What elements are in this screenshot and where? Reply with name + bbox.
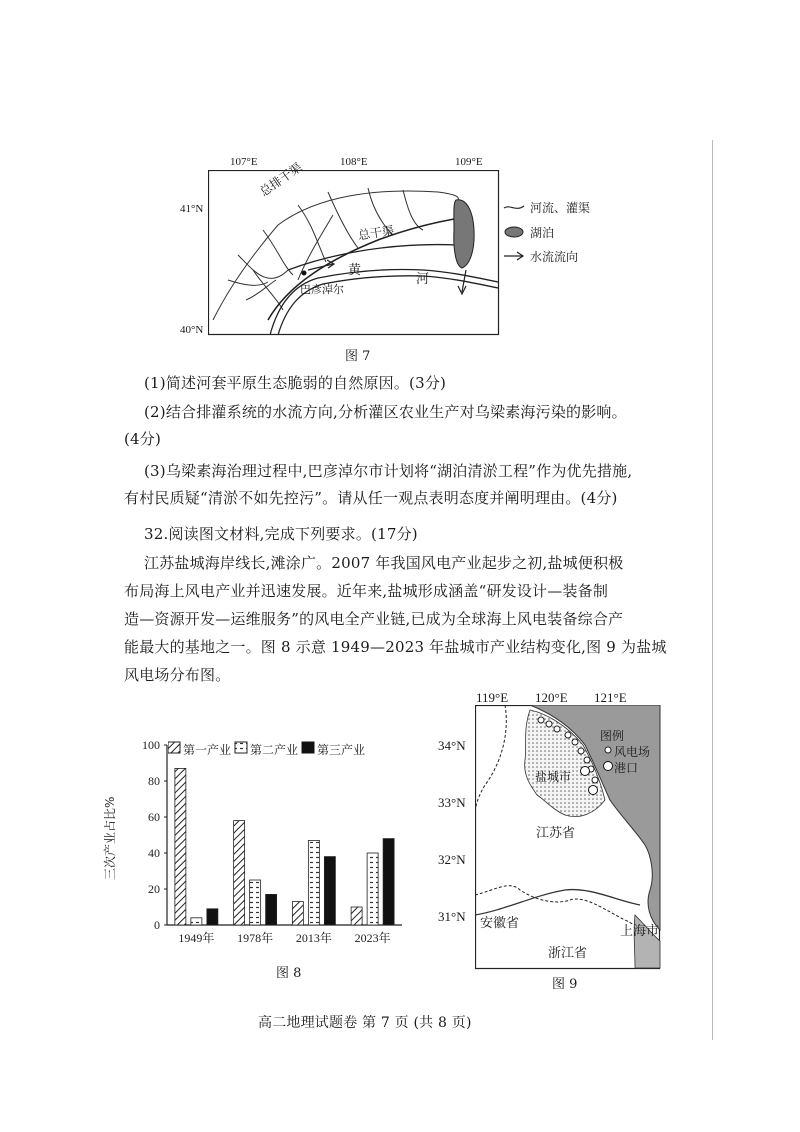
fig8-bar-secondary	[367, 853, 378, 925]
fig9-lon-120: 120°E	[535, 690, 568, 705]
fig8-bar-tertiary	[383, 839, 394, 925]
fig9-lon-119: 119°E	[476, 690, 509, 705]
fig8-bar-primary	[175, 768, 186, 925]
fig9-wind-farm	[565, 732, 571, 738]
river-canal-symbol	[504, 206, 524, 208]
fig8-bar-secondary	[191, 918, 202, 925]
legend-swatch-secondary	[235, 742, 247, 753]
fig8-bar-secondary	[308, 840, 319, 925]
flow-direction-symbol	[504, 252, 523, 260]
page-footer: 高二地理试题卷 第 7 页 (共 8 页)	[258, 1015, 472, 1031]
legend-swatch-tertiary	[302, 742, 314, 753]
question-32-text-3: 造—资源开发—运维服务”的风电全产业链,已成为全球海上风电装备综合产	[124, 610, 624, 628]
fig7-map	[208, 170, 500, 336]
fig7-label-river-1: 黄	[348, 263, 362, 278]
fig9-label-shanghai: 上海市	[620, 924, 660, 939]
fig7-label-city: 巴彦淖尔	[300, 283, 344, 296]
question-3-line-2: 有村民质疑“清淤不如先控污”。请从任一观点表明态度并阐明理由。(4分)	[124, 489, 618, 507]
question-32-text-4: 能最大的基地之一。图 8 示意 1949—2023 年盐城市产业结构变化,图 9 为盐城	[124, 638, 667, 656]
fig7-lat-41: 41°N	[180, 203, 204, 215]
fig9-wind-farm	[554, 726, 560, 732]
page-right-border	[712, 140, 713, 1040]
question-32-text-1: 江苏盐城海岸线长,滩涂广。2007 年我国风电产业起步之初,盐城便积极	[144, 554, 624, 572]
fig8-y-tick-label: 60	[148, 810, 160, 824]
fig9-lat-31: 31°N	[438, 909, 466, 924]
fig8-bar-primary	[292, 902, 303, 925]
fig7-lon-107: 107°E	[230, 156, 258, 168]
fig8-legend-tertiary: 第三产业	[317, 743, 366, 757]
fig9-wind-farm	[546, 721, 552, 727]
fig8-bar-tertiary	[266, 894, 277, 925]
fig8-bar-tertiary	[324, 857, 335, 925]
fig7-label-main-canal: 总干渠	[357, 223, 395, 243]
fig8-caption: 图 8	[276, 966, 302, 981]
fig9-lat-33: 33°N	[438, 795, 466, 810]
question-32-text-2: 布局海上风电产业并迅速发展。近年来,盐城形成涵盖“研发设计—装备制	[124, 582, 609, 600]
fig9-wind-farm	[538, 717, 544, 723]
fig7-label-river-2: 河	[416, 272, 430, 287]
fig8-chart	[112, 735, 412, 965]
fig9-legend-title: 图例	[600, 729, 625, 743]
fig7-legend-river: 河流、灌渠	[530, 201, 591, 215]
fig9-label-yancheng: 盐城市	[535, 770, 572, 784]
question-2-line-2: (4分)	[124, 430, 162, 448]
question-2-line-1: (2)结合排灌系统的水流方向,分析灌区农业生产对乌梁素海污染的影响。	[144, 403, 627, 421]
fig8-x-tick-label: 1978年	[237, 931, 274, 945]
fig8-bar-tertiary	[207, 909, 218, 925]
fig8-x-tick-label: 2023年	[354, 931, 391, 945]
fig9-legend-wind: 风电场	[614, 745, 651, 759]
fig7-caption: 图 7	[345, 349, 371, 364]
fig9-label-jiangsu: 江苏省	[536, 826, 576, 841]
fig8-y-tick-label: 40	[148, 846, 160, 860]
fig8-bar-primary	[351, 907, 362, 925]
fig8-y-axis-label: 三次产业占比%	[103, 796, 117, 880]
fig9-wind-farm	[578, 748, 584, 754]
fig8-y-tick-label: 80	[148, 774, 160, 788]
fig9-label-zhejiang: 浙江省	[548, 946, 588, 961]
fig9-lat-32: 32°N	[438, 852, 466, 867]
fig7-legend-symbols	[502, 198, 526, 268]
lake-symbol	[505, 227, 523, 237]
fig9-lat-34: 34°N	[438, 738, 466, 753]
fig7-legend-lake: 湖泊	[530, 226, 555, 240]
fig8-x-tick-label: 1949年	[178, 931, 215, 945]
fig9-wind-farm	[592, 777, 598, 783]
fig8-x-tick-label: 2013年	[295, 931, 332, 945]
fig9-port	[581, 767, 590, 776]
fig7-lon-109: 109°E	[455, 156, 483, 168]
fig9-wind-farm	[584, 757, 590, 763]
fig8-y-tick-label: 0	[154, 918, 160, 932]
fig7-city-dot	[302, 271, 307, 276]
fig9-legend-port: 港口	[614, 761, 639, 775]
fig9-legend-wind-symbol	[605, 747, 611, 753]
fig7-legend-flow: 水流流向	[530, 250, 579, 264]
fig7-label-main-drain: 总排干渠	[257, 160, 305, 200]
legend-swatch-primary	[168, 742, 180, 753]
fig8-bar-primary	[234, 821, 245, 925]
fig9-wind-farm	[572, 739, 578, 745]
fig8-legend-secondary: 第二产业	[250, 743, 299, 757]
fig9-label-anhui: 安徽省	[480, 916, 520, 931]
fig8-legend-primary: 第一产业	[183, 743, 232, 757]
fig9-caption: 图 9	[552, 977, 578, 992]
fig8-y-tick-label: 100	[142, 738, 160, 752]
question-32-title: 32.阅读图文材料,完成下列要求。(17分)	[144, 525, 418, 543]
question-3-line-1: (3)乌梁素海治理过程中,巴彦淖尔市计划将“湖泊清淤工程”作为优先措施,	[144, 462, 633, 480]
fig9-legend-port-symbol	[604, 762, 613, 771]
fig8-bar-secondary	[250, 880, 261, 925]
fig7-lat-40: 40°N	[180, 324, 204, 336]
question-1: (1)简述河套平原生态脆弱的自然原因。(3分)	[144, 374, 447, 392]
fig9-lon-121: 121°E	[594, 690, 627, 705]
fig8-y-tick-label: 20	[148, 882, 160, 896]
fig7-lon-108: 108°E	[340, 156, 368, 168]
question-32-text-5: 风电场分布图。	[124, 666, 231, 684]
fig9-port	[589, 786, 598, 795]
